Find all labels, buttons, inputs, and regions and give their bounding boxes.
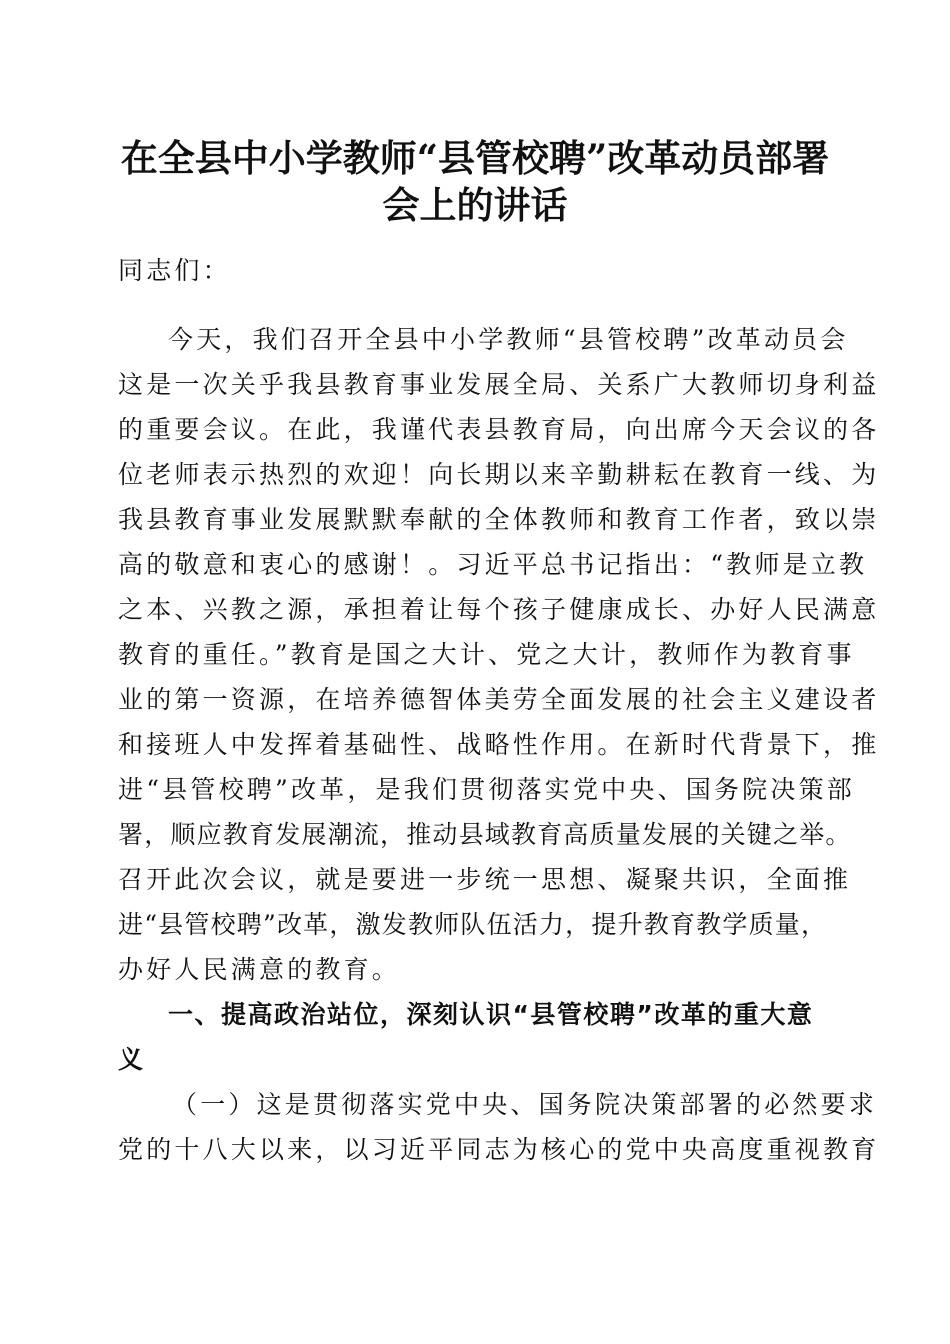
body-line: 和接班人中发挥着基础性、战略性作用。在新时代背景下，推 bbox=[118, 730, 880, 759]
body-line: 高的敬意和衷心的感谢！。习近平总书记指出：“教师是立教 bbox=[118, 550, 868, 579]
body-line: 业的第一资源，在培养德智体美劳全面发展的社会主义建设者 bbox=[118, 685, 880, 714]
subsection-heading-1: （一）这是贯彻落实党中央、国务院决策部署的必然要求 bbox=[172, 1090, 878, 1119]
body-line: 我县教育事业发展默默奉献的全体教师和教育工作者，致以崇 bbox=[118, 505, 880, 534]
body-line: 今天，我们召开全县中小学教师“县管校聘”改革动员会 bbox=[168, 325, 849, 354]
body-line: 办好人民满意的教育。 bbox=[118, 955, 401, 984]
section-heading-1-line-2: 义 bbox=[118, 1045, 145, 1074]
body-line: 这是一次关乎我县教育事业发展全局、关系广大教师切身利益 bbox=[118, 370, 880, 399]
body-line: 召开此次会议，就是要进一步统一思想、凝聚共识，全面推 bbox=[118, 865, 852, 894]
salutation: 同志们： bbox=[118, 256, 231, 285]
section-heading-1-line-1: 一、提高政治站位，深刻认识“县管校聘”改革的重大意 bbox=[168, 1000, 814, 1029]
body-line: 之本、兴教之源，承担着让每个孩子健康成长、办好人民满意 bbox=[118, 595, 880, 624]
body-line: 教育的重任。”教育是国之大计、党之大计，教师作为教育事 bbox=[118, 640, 855, 669]
document-title-line-1: 在全县中小学教师“县管校聘”改革动员部署 bbox=[120, 136, 830, 180]
body-line: 署，顺应教育发展潮流，推动县域教育高质量发展的关键之举。 bbox=[118, 820, 852, 849]
body-line: 党的十八大以来，以习近平同志为核心的党中央高度重视教育 bbox=[118, 1135, 880, 1164]
body-line: 进“县管校聘”改革，是我们贯彻落实党中央、国务院决策部 bbox=[118, 775, 855, 804]
body-line: 的重要会议。在此，我谨代表县教育局，向出席今天会议的各 bbox=[118, 415, 880, 444]
document-title-line-2: 会上的讲话 bbox=[382, 183, 568, 227]
body-line: 位老师表示热烈的欢迎！向长期以来辛勤耕耘在教育一线、为 bbox=[118, 460, 880, 489]
body-line: 进“县管校聘”改革，激发教师队伍活力，提升教育教学质量， bbox=[118, 910, 828, 939]
